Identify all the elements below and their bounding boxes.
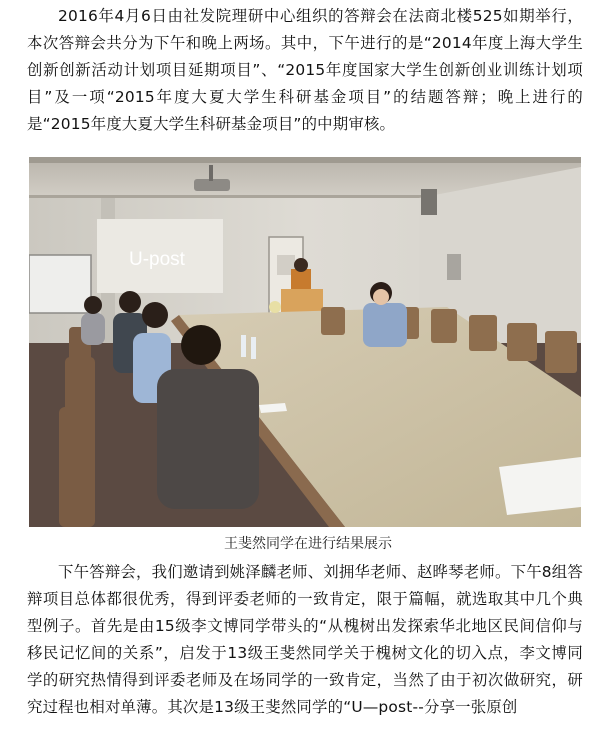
photo-caption: 王斐然同学在进行结果展示 <box>224 536 392 552</box>
projection-screen-text: U-post <box>129 249 185 270</box>
paragraph-intro: 2016年4月6日由社发院理研中心组织的答辩会在法商北楼525如期举行，本次答辩会共分为下午和晚上两场。其中，下午进行的是“2014年度上海大学生创新创新活动计划项目延期项目”、“2015年度国家大学生创新创业训练计划项目”及一项“2015年度大夏大学生科研基金项目”的结题答辩；晚上进行的是“2015年度大夏大学生科研基金项目”的中期审核。 <box>27 7 583 133</box>
paragraph-defense: 下午答辩会，我们邀请到姚泽麟老师、刘拥华老师、赵晔琴老师。下午8组答辩项目总体都很优秀，得到评委老师的一致肯定，限于篇幅，就选取其中几个典型例子。首先是由15级李文博同学带头的“从槐树出发探索华北地区民间信仰与移民记忆间的关系”，启发于13级王斐然同学关于槐树文化的切入点，李文博同学的研究热情得到评委老师及在场同学的一致肯定，当然了由于初次做研究，研究过程也相对单薄。其次是13级王斐然同学的“U—post--分享一张原创 <box>27 563 583 716</box>
meeting-photo <box>29 157 581 527</box>
